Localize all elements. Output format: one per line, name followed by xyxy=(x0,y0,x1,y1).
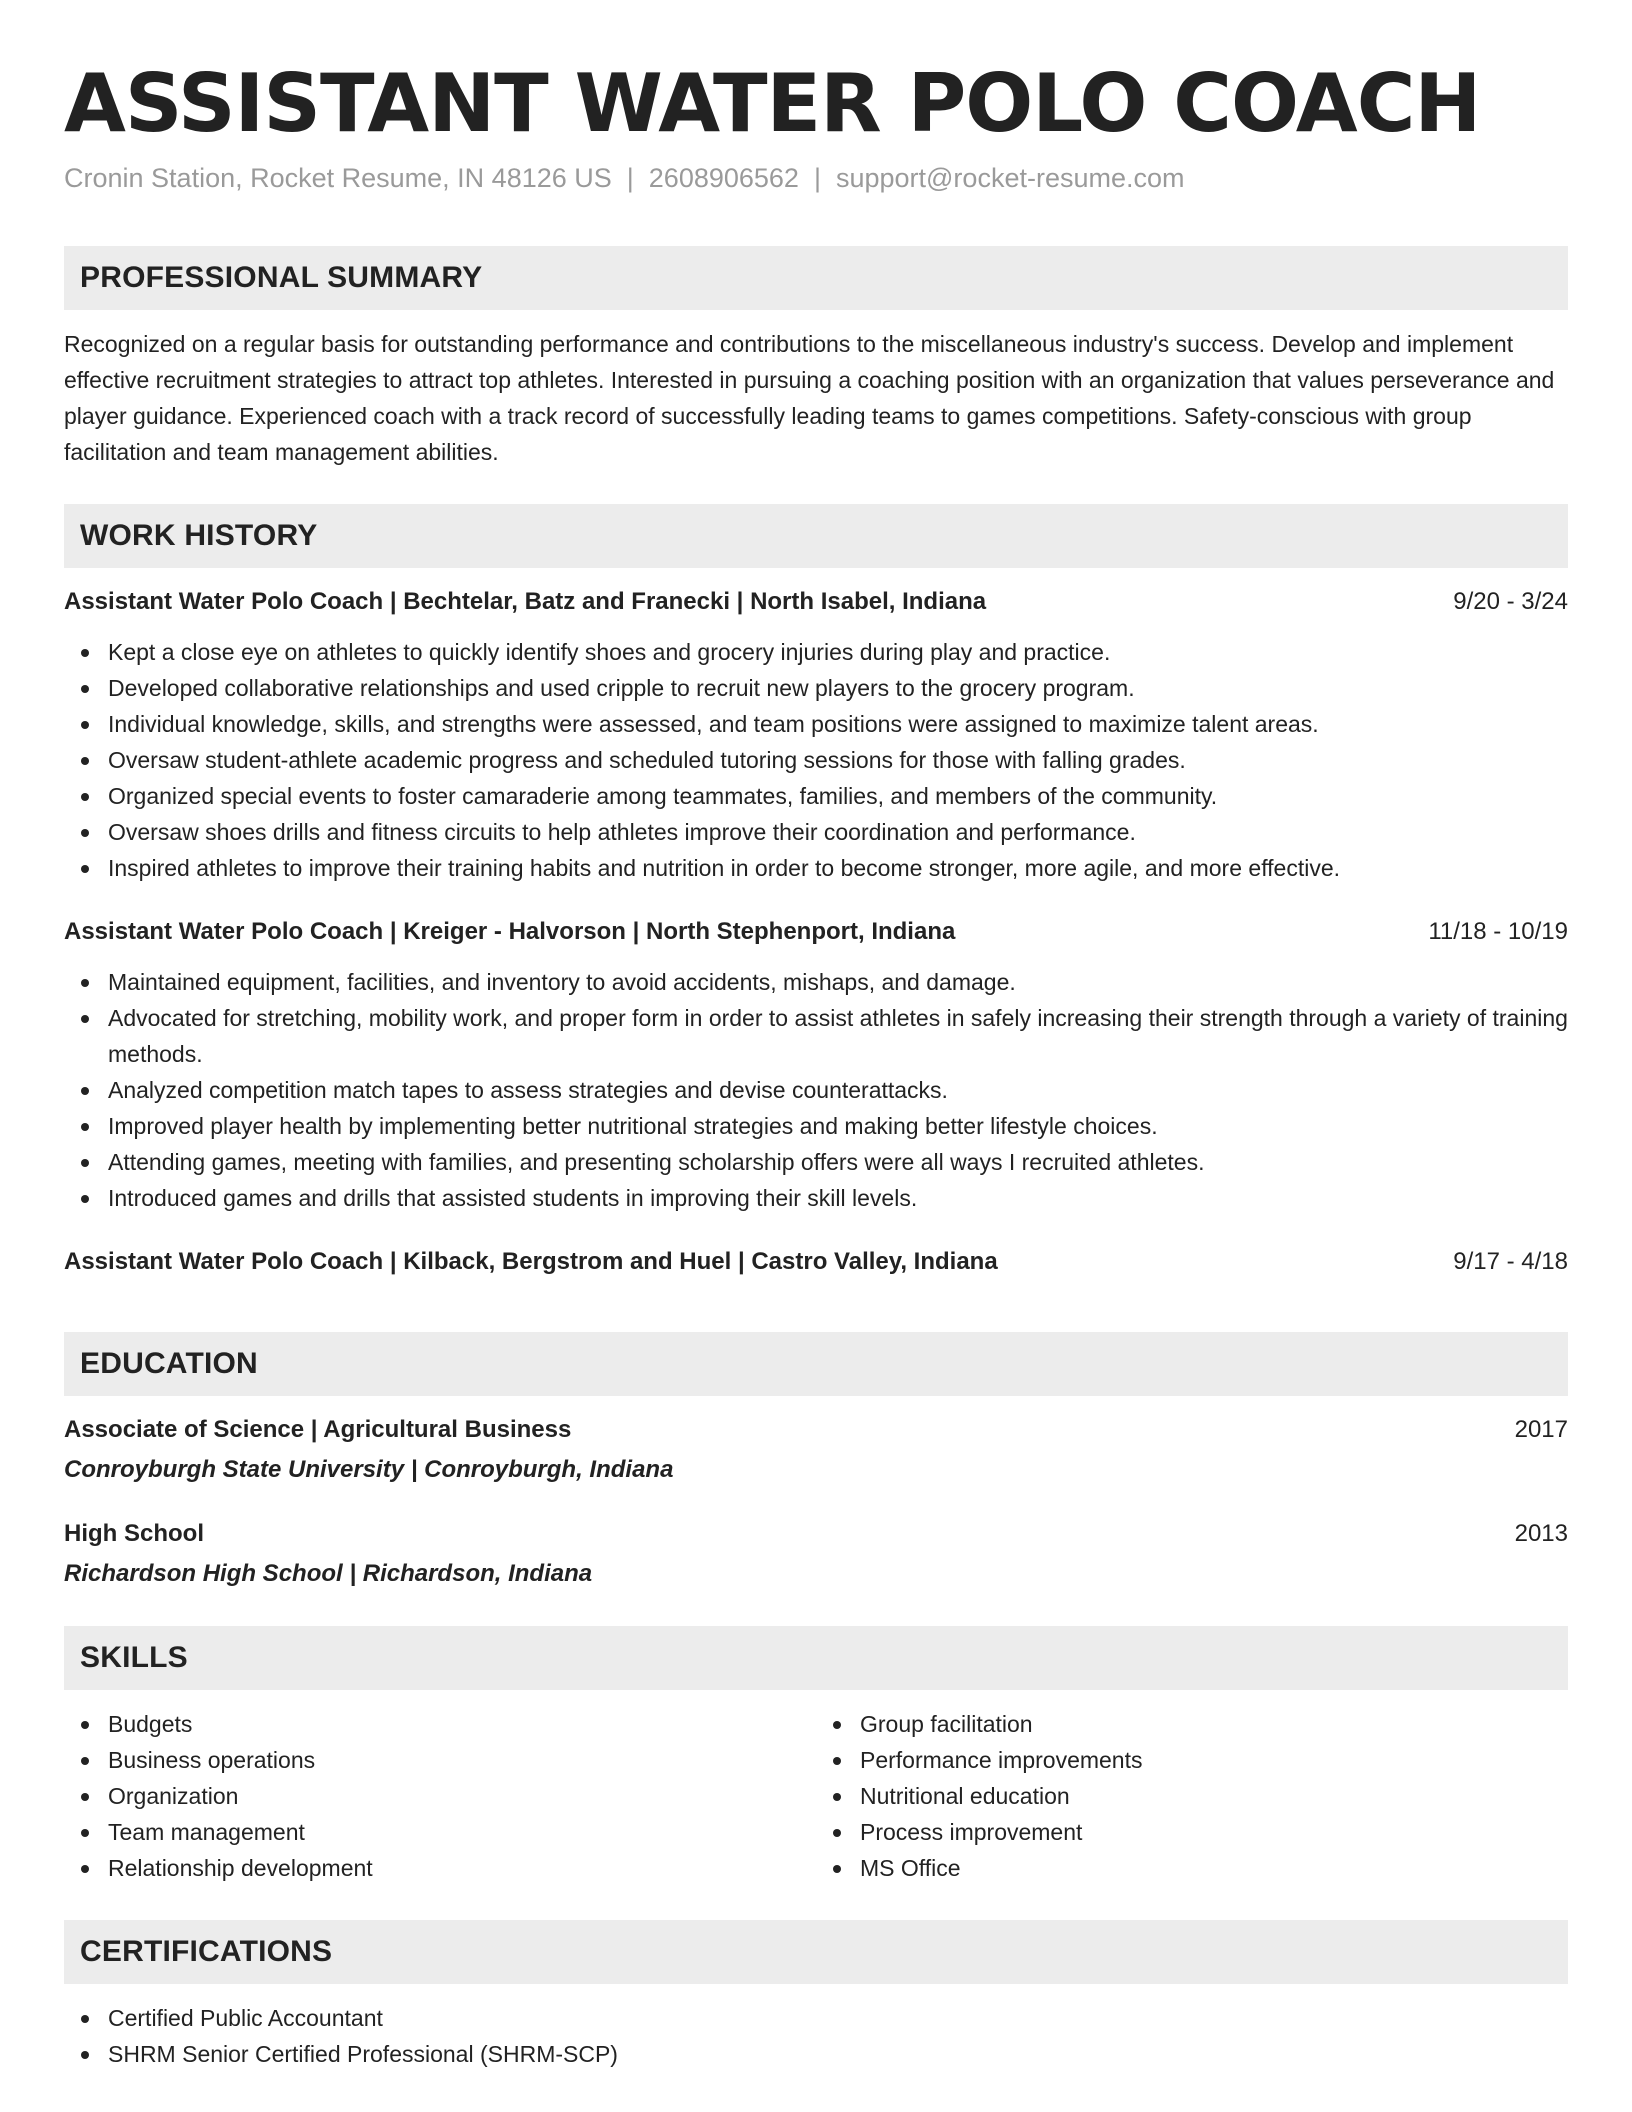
section-heading-education: EDUCATION xyxy=(64,1332,1568,1396)
job-bullet: Maintained equipment, facilities, and inventory to avoid accidents, mishaps, and damage. xyxy=(64,964,1568,1000)
skill-item: Business operations xyxy=(64,1742,816,1778)
skill-item: Relationship development xyxy=(64,1850,816,1886)
skill-item: Team management xyxy=(64,1814,816,1850)
skills-right-column xyxy=(816,1706,1568,1886)
section-heading-skills: SKILLS xyxy=(64,1626,1568,1690)
skill-item: Performance improvements xyxy=(816,1742,1568,1778)
education-entry xyxy=(64,1412,1568,1488)
section-heading-certifications: CERTIFICATIONS xyxy=(64,1920,1568,1984)
job-bullet: Organized special events to foster camaraderie among teammates, families, and members of the community. xyxy=(64,778,1568,814)
skills-left-column xyxy=(64,1706,816,1886)
job-bullet: Attending games, meeting with families, and presenting scholarship offers were all ways I recruited athletes. xyxy=(64,1144,1568,1180)
job-bullet: Inspired athletes to improve their training habits and nutrition in order to become stronger, more agile, and more effective. xyxy=(64,850,1568,886)
job-entry xyxy=(64,914,1568,1216)
job-header xyxy=(64,1244,1568,1280)
job-bullets xyxy=(64,634,1568,886)
job-bullet: Oversaw student-athlete academic progress and scheduled tutoring sessions for those with falling grades. xyxy=(64,742,1568,778)
job-dates: 11/18 - 10/19 xyxy=(1428,918,1568,945)
contact-phone: 2608906562 xyxy=(648,163,799,193)
certification-item: Certified Public Accountant xyxy=(64,2000,1568,2036)
job-bullet: Advocated for stretching, mobility work, and proper form in order to assist athletes in safely increasing their strength through a variety of training methods. xyxy=(64,1000,1568,1072)
job-header xyxy=(64,584,1568,620)
section-heading-work-history: WORK HISTORY xyxy=(64,504,1568,568)
summary-text: Recognized on a regular basis for outstanding performance and contributions to the miscellaneous industry's success. Develop and implement effective recruitment strategies to attract top athletes. Interested in pursuing a coaching position with an organization that values perseverance and player guidance. Experienced coach with a track record of successfully leading teams to games competitions. Safety-conscious with group facilitation and team management abilities. xyxy=(64,331,1555,465)
job-bullet: Developed collaborative relationships and used cripple to recruit new players to the grocery program. xyxy=(64,670,1568,706)
contact-email: support@rocket-resume.com xyxy=(835,163,1185,193)
job-dates: 9/20 - 3/24 xyxy=(1453,588,1568,615)
job-bullet: Individual knowledge, skills, and strengths were assessed, and team positions were assigned to maximize talent areas. xyxy=(64,706,1568,742)
job-title: Assistant Water Polo Coach | Kilback, Bergstrom and Huel | Castro Valley, Indiana xyxy=(64,1248,998,1275)
education-school: Richardson High School | Richardson, Indiana xyxy=(64,1560,593,1587)
skill-item: Process improvement xyxy=(816,1814,1568,1850)
education-school: Conroyburgh State University | Conroyburgh, Indiana xyxy=(64,1456,674,1483)
contact-separator: | xyxy=(626,163,634,193)
job-bullet: Introduced games and drills that assisted students in improving their skill levels. xyxy=(64,1180,1568,1216)
skill-item: MS Office xyxy=(816,1850,1568,1886)
education-degree: High School xyxy=(64,1520,204,1547)
job-bullet: Improved player health by implementing better nutritional strategies and making better lifestyle choices. xyxy=(64,1108,1568,1144)
section-heading-summary: PROFESSIONAL SUMMARY xyxy=(64,246,1568,310)
job-header xyxy=(64,914,1568,950)
certification-list xyxy=(64,2000,1568,2072)
skill-item: Budgets xyxy=(64,1706,816,1742)
job-bullet: Analyzed competition match tapes to assess strategies and devise counterattacks. xyxy=(64,1072,1568,1108)
job-title: Assistant Water Polo Coach | Kreiger - Halvorson | North Stephenport, Indiana xyxy=(64,918,956,945)
contact-address: Cronin Station, Rocket Resume, IN 48126 US xyxy=(64,163,612,193)
job-bullets xyxy=(64,964,1568,1216)
candidate-title: ASSISTANT WATER POLO COACH xyxy=(64,57,1481,150)
job-bullet: Kept a close eye on athletes to quickly identify shoes and grocery injuries during play and practice. xyxy=(64,634,1568,670)
skill-item: Group facilitation xyxy=(816,1706,1568,1742)
contact-separator: | xyxy=(813,163,821,193)
certification-item: SHRM Senior Certified Professional (SHRM-SCP) xyxy=(64,2036,1568,2072)
skill-item: Organization xyxy=(64,1778,816,1814)
education-year: 2017 xyxy=(1514,1416,1568,1443)
job-title: Assistant Water Polo Coach | Bechtelar, Batz and Franecki | North Isabel, Indiana xyxy=(64,588,987,615)
contact-line xyxy=(64,160,1568,196)
education-header xyxy=(64,1516,1568,1552)
job-entry xyxy=(64,584,1568,886)
job-entry xyxy=(64,1244,1568,1280)
job-dates: 9/17 - 4/18 xyxy=(1453,1248,1568,1275)
education-year: 2013 xyxy=(1514,1520,1568,1547)
education-header xyxy=(64,1412,1568,1448)
skill-item: Nutritional education xyxy=(816,1778,1568,1814)
job-bullet: Oversaw shoes drills and fitness circuits to help athletes improve their coordination and performance. xyxy=(64,814,1568,850)
education-entry xyxy=(64,1516,1568,1592)
education-degree: Associate of Science | Agricultural Business xyxy=(64,1416,572,1443)
skills-columns xyxy=(64,1706,1568,1886)
